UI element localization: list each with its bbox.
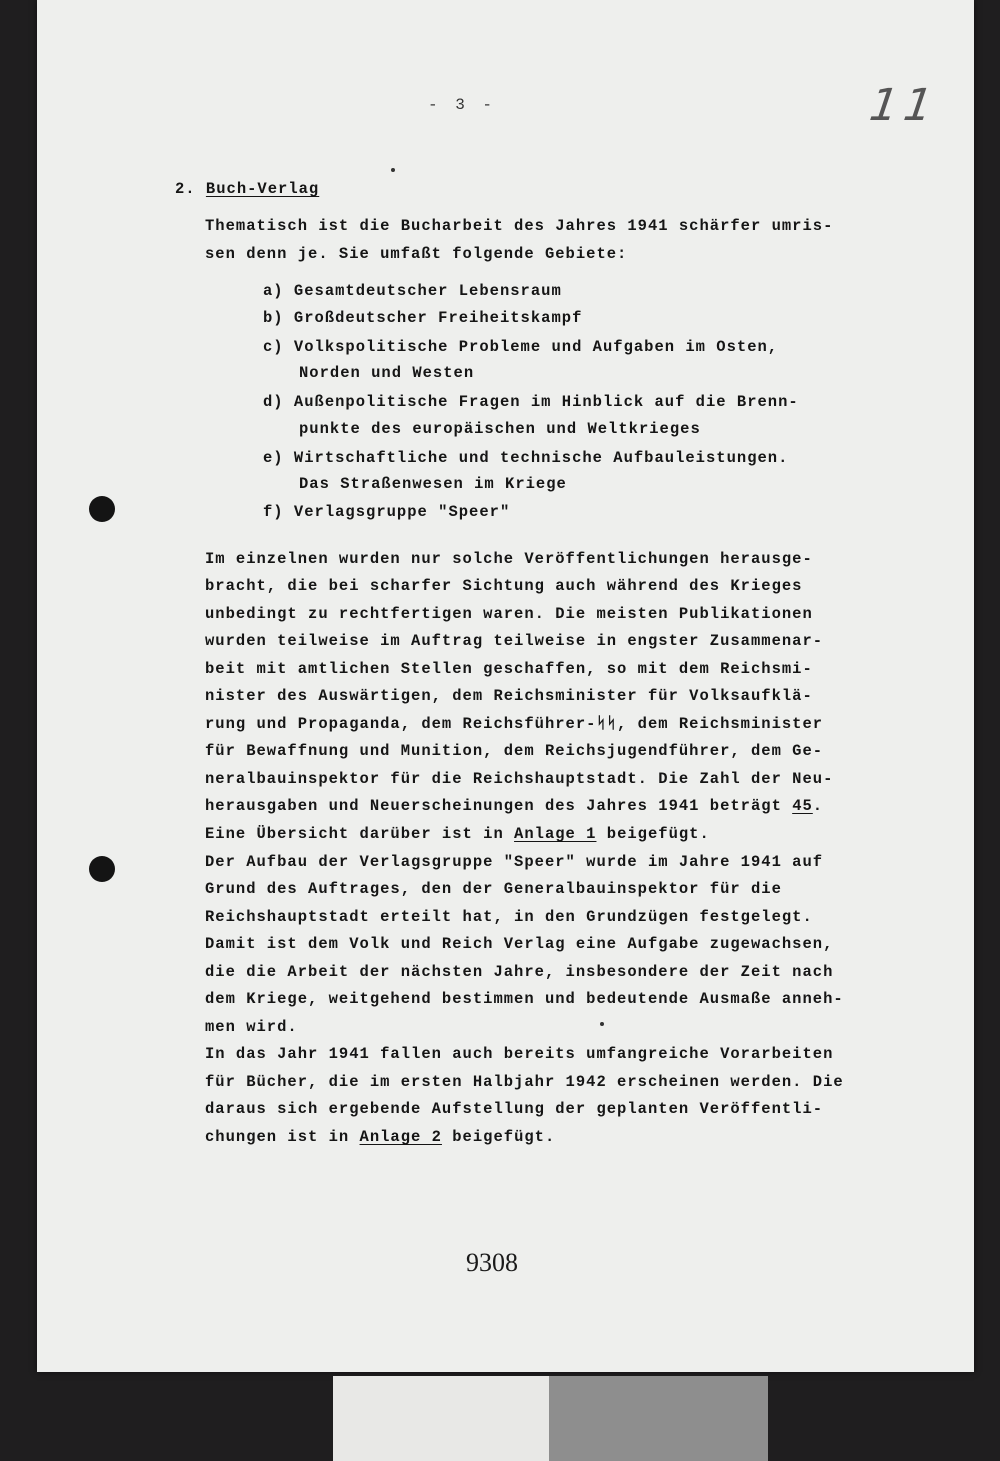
publication-count: 45: [792, 797, 813, 815]
body-line: Im einzelnen wurden nur solche Veröffentlichungen herausge-: [205, 550, 813, 568]
body-line: beit mit amtlichen Stellen geschaffen, so mit dem Reichsmi-: [205, 660, 813, 678]
body-line: Der Aufbau der Verlagsgruppe "Speer" wurde im Jahre 1941 auf: [205, 853, 824, 871]
list-item: d) Außenpolitische Fragen im Hinblick auf die Brenn-: [263, 393, 799, 411]
body-line: wurden teilweise im Auftrag teilweise in engster Zusammenar-: [205, 632, 824, 650]
section-heading: [175, 180, 319, 198]
document-page: [37, 0, 974, 1372]
list-item-continuation: Norden und Westen: [299, 364, 475, 382]
body-line: nister des Auswärtigen, dem Reichsminister für Volksaufklä-: [205, 687, 813, 705]
body-line: In das Jahr 1941 fallen auch bereits umfangreiche Vorarbeiten: [205, 1045, 834, 1063]
section-title: Buch-Verlag: [205, 180, 320, 198]
list-item: c) Volkspolitische Probleme und Aufgaben im Osten,: [263, 338, 779, 356]
punch-hole-bottom: [89, 856, 115, 882]
intro-line: sen denn je. Sie umfaßt folgende Gebiete:: [205, 245, 628, 263]
body-line: herausgaben und Neuerscheinungen des Jahres 1941 beträgt 45.: [205, 797, 824, 815]
list-item: a) Gesamtdeutscher Lebensraum: [263, 282, 562, 300]
body-line: unbedingt zu rechtfertigen waren. Die meisten Publikationen: [205, 605, 813, 623]
anlage-2-reference: Anlage 2: [359, 1128, 442, 1146]
ink-dot: [600, 1022, 604, 1026]
handwritten-folio-number: 11: [866, 80, 942, 131]
intro-line: Thematisch ist die Bucharbeit des Jahres 1941 schärfer umris-: [205, 217, 834, 235]
list-item: b) Großdeutscher Freiheitskampf: [263, 309, 583, 327]
body-line: dem Kriege, weitgehend bestimmen und bedeutende Ausmaße anneh-: [205, 990, 844, 1008]
body-line: die die Arbeit der nächsten Jahre, insbesondere der Zeit nach: [205, 963, 834, 981]
body-line: für Bewaffnung und Munition, dem Reichsjugendführer, dem Ge-: [205, 742, 824, 760]
punch-hole-top: [89, 496, 115, 522]
body-line: Eine Übersicht darüber ist in Anlage 1 beigefügt.: [205, 825, 710, 843]
list-item-continuation: punkte des europäischen und Weltkrieges: [299, 420, 701, 438]
list-item: f) Verlagsgruppe "Speer": [263, 503, 511, 521]
body-line: men wird.: [205, 1018, 298, 1036]
list-item-continuation: Das Straßenwesen im Kriege: [299, 475, 567, 493]
list-item: e) Wirtschaftliche und technische Aufbauleistungen.: [263, 449, 789, 467]
body-line: rung und Propaganda, dem Reichsführer-ᛋᛋ, dem Reichsminister: [205, 715, 824, 733]
body-line: daraus sich ergebende Aufstellung der geplanten Veröffentli-: [205, 1100, 824, 1118]
section-number: 2.: [175, 180, 196, 198]
ink-dot: [391, 168, 395, 172]
anlage-1-reference: Anlage 1: [514, 825, 597, 843]
page-number-mark: - 3 -: [428, 96, 497, 114]
body-line: für Bücher, die im ersten Halbjahr 1942 erscheinen werden. Die: [205, 1073, 844, 1091]
body-line: neralbauinspektor für die Reichshauptstadt. Die Zahl der Neu-: [205, 770, 834, 788]
body-line: chungen ist in Anlage 2 beigefügt.: [205, 1128, 556, 1146]
archive-stamp-number: 9308: [466, 1248, 518, 1277]
body-line: Grund des Auftrages, den der Generalbauinspektor für die: [205, 880, 782, 898]
calibration-strip-gray: [549, 1376, 768, 1461]
calibration-strip-white: [333, 1376, 549, 1461]
body-line: bracht, die bei scharfer Sichtung auch während des Krieges: [205, 577, 803, 595]
body-line: Reichshauptstadt erteilt hat, in den Grundzügen festgelegt.: [205, 908, 813, 926]
body-line: Damit ist dem Volk und Reich Verlag eine Aufgabe zugewachsen,: [205, 935, 834, 953]
